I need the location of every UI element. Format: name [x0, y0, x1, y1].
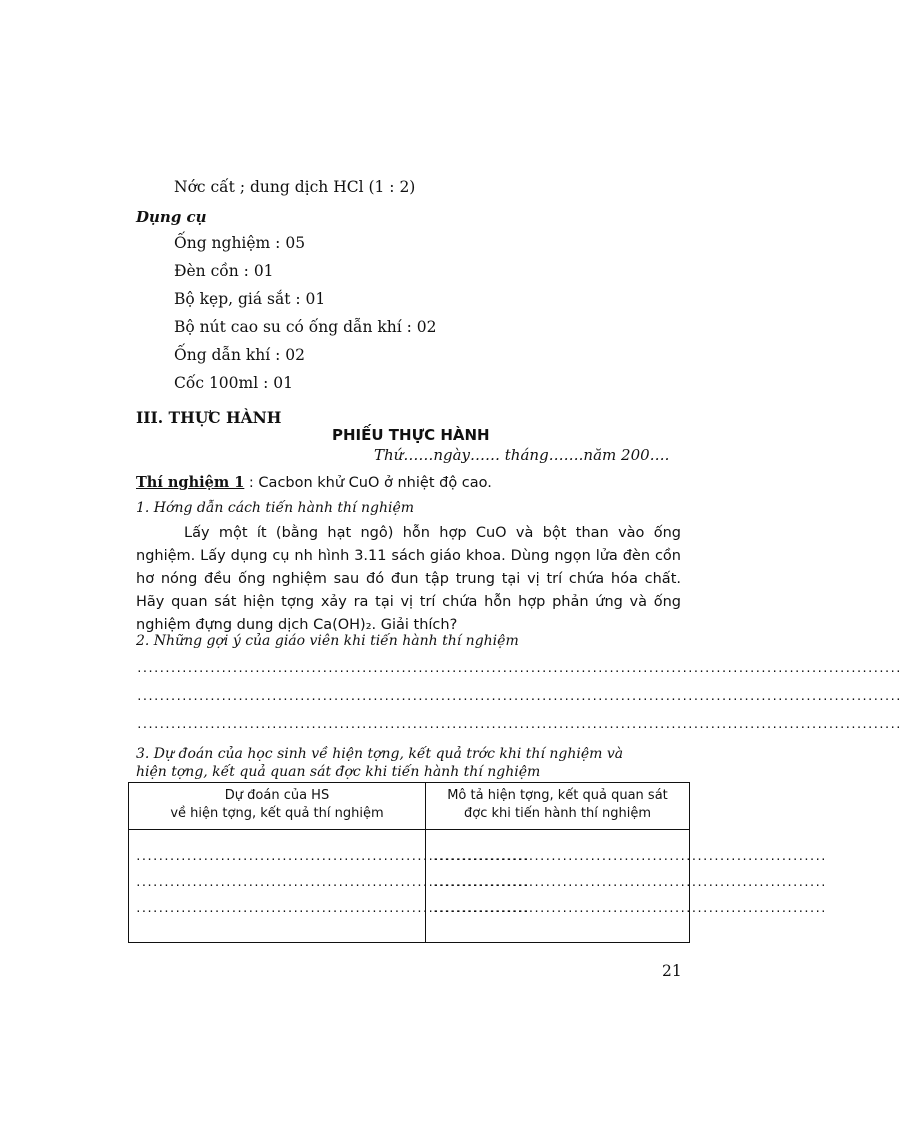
equipment-heading: Dụng cụ [136, 208, 207, 226]
dotted-answer-line[interactable]: ...................................................................... [135, 876, 529, 889]
dotted-answer-line[interactable]: ........................................................................................................................................ [136, 690, 901, 703]
worksheet-title: PHIẾU THỰC HÀNH [332, 426, 490, 444]
equipment-item: Bộ kẹp, giá sắt : 01 [174, 290, 326, 308]
observation-answer-cell[interactable] [426, 830, 826, 943]
step1-heading: 1. Hớng dẫn cách tiến hành thí nghiệm [136, 500, 415, 516]
equipment-item: Cốc 100ml : 01 [174, 374, 293, 392]
page-number: 21 [662, 962, 682, 980]
step3-heading-line2: hiện tợng, kết quả quan sát đợc khi tiến hành thí nghiệm [136, 764, 541, 780]
dotted-answer-line[interactable]: ...................................................................... [432, 876, 826, 889]
equipment-item: Ống nghiệm : 05 [174, 234, 306, 252]
step2-heading: 2. Những gợi ý của giáo viên khi tiến hành thí nghiệm [136, 633, 519, 649]
table-header-prediction: Dự đoán của HS về hiện tợng, kết quả thí nghiệm [129, 783, 426, 830]
dotted-answer-line[interactable]: ........................................................................................................................................ [136, 718, 901, 731]
dotted-answer-line[interactable]: ...................................................................... [135, 902, 529, 915]
experiment-label: Thí nghiệm 1 [136, 474, 245, 491]
observation-table [128, 782, 826, 943]
experiment-line [136, 474, 492, 491]
equipment-item: Bộ nút cao su có ống dẫn khí : 02 [174, 318, 437, 336]
equipment-item: Ống dẫn khí : 02 [174, 346, 306, 364]
prediction-answer-cell[interactable] [129, 830, 529, 943]
step3-heading-line1: 3. Dự đoán của học sinh về hiện tợng, kết quả trớc khi thí nghiệm và [136, 746, 624, 762]
dotted-answer-line[interactable]: ...................................................................... [135, 850, 529, 863]
experiment-title: : Cacbon khử CuO ở nhiệt độ cao. [244, 475, 492, 491]
dotted-answer-line[interactable]: ...................................................................... [432, 850, 826, 863]
section-heading: III. THỰC HÀNH [136, 408, 282, 427]
dotted-answer-line[interactable]: ........................................................................................................................................ [136, 662, 901, 675]
step1-paragraph: Lấy một ít (bằng hạt ngô) hỗn hợp CuO và bột than vào ống nghiệm. Lấy dụng cụ nh hình 3.11 sách giáo khoa. Dùng ngọn lửa đèn cồn hơ nóng đều ống nghiệm sau đó đun tập trung tại vị trí chứa hóa chất. Hãy quan sát hiện tợng xảy ra tại vị trí chứa hỗn hợp phản ứng và ống nghiệm đựng dung dịch Ca(OH)₂. Giải thích? [136, 525, 681, 633]
equipment-item: Đèn cồn : 01 [174, 262, 274, 280]
chemicals-line: Nớc cất ; dung dịch HCl (1 : 2) [174, 178, 416, 196]
worksheet-date-line: Thứ……ngày…… tháng…….năm 200…. [374, 446, 670, 464]
dotted-answer-line[interactable]: ...................................................................... [432, 902, 826, 915]
table-header-observation: Mô tả hiện tợng, kết quả quan sát đợc khi tiến hành thí nghiệm [426, 783, 690, 830]
